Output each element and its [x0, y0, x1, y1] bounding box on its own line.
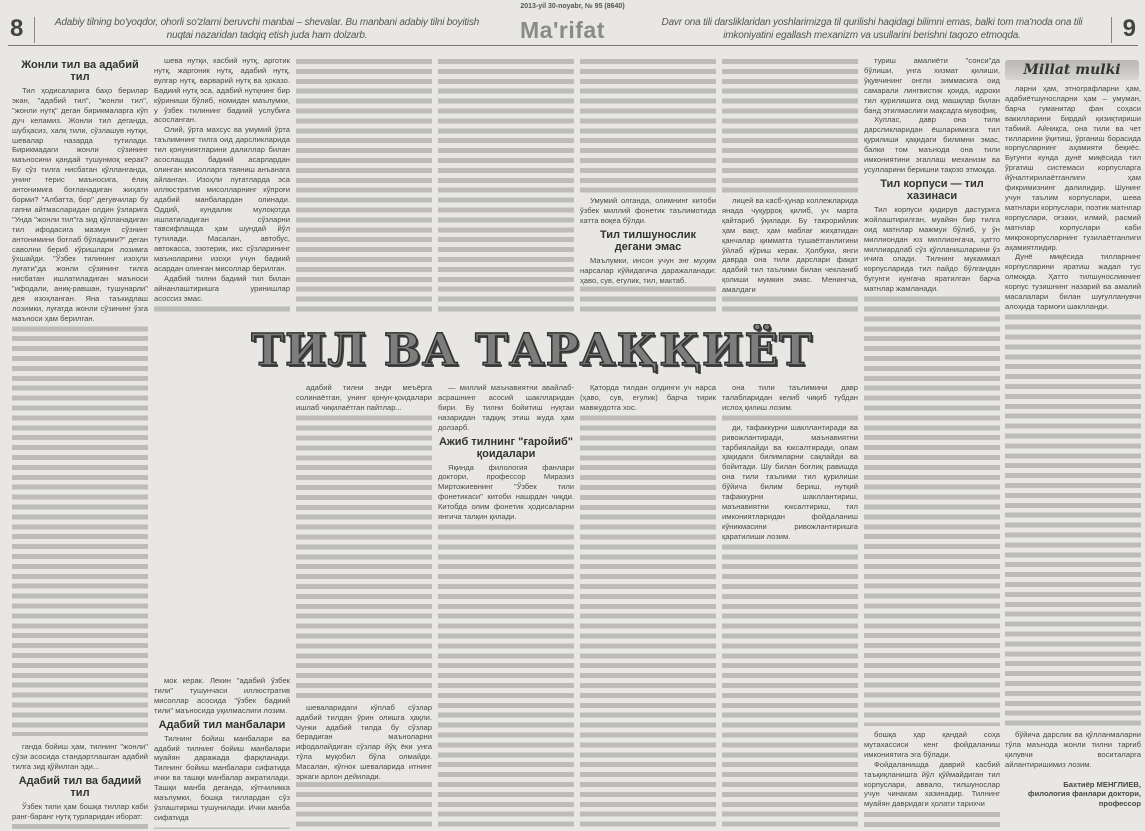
column-5: [580, 56, 716, 316]
paragraph: она тили таълимини давр талабларидан келиб чиқиб тубдан ислоҳ қилиш лозим.: [722, 383, 858, 412]
headline: Тил корпуси — тил хазинаси: [864, 175, 1000, 205]
paragraph: Қаторда тилдан олдинги уч нарса (ҳаво, сув, егулик) барча тирик мавжудотга хос.: [580, 383, 716, 412]
paragraph: шева нутқи, касбий нутқ, арготик нутқ, жаргоник нутқ, адабий нутқ, вулгар нутқ, варварий нутқ ва ҳоказо. Бадиий нутқ эса, адабий нутқнинг бир кўриниши бўлиб, номидан маълумки, у ўзбек тилининг бадиий услубига асосланган.: [154, 56, 290, 125]
right-tagline: Davr ona tili darsliklaridan yoshlarimizga til qurilishi haqidagi bilimni emas, balki tom ma'noda ona tili imkoniyatini egallash mexanizm va usullarini berishni taqozo etmoqda.: [661, 17, 1083, 41]
author-signature: [1005, 770, 1141, 809]
column-7: [864, 56, 1000, 726]
headline: Адабий тил манбалари: [154, 716, 290, 734]
left-tagline: Adabiy tilning bo'yoqdor, ohorli so'zlarni beruvchi manbai – shevalar. Bu manbani adabiy tilni boyitish nuqtai nazaridan tadqiq etish juda ham dolzarb.: [54, 17, 480, 41]
newspaper-logo: Ma'rifat: [520, 17, 605, 43]
paragraph: Дунё миқёсида тилларнинг корпусларини яратиш жадал тус олмоқда. Ҳатто тилшуносликнинг корпус тузишнинг назарий ва амалий масалалари билан шуғулланувчи алоҳида тармоғи шаклланди.: [1005, 252, 1141, 311]
paragraph: лицей ва касб-ҳунар коллежларида янада чуқурроқ қилиб, уч марта қайтариб ўқилади. Бу такрорийлик ҳам вақт, ҳам маблағ жиҳатидан қанчалар қимматга тушаётганлигини ўйлаб кўриш керак. Ҳолбуки, янги даврда она тили дарслари фақат адабий тил таълими билан чекланиб қолиши мумкин эмас. Менингча, амалдаги: [722, 196, 858, 295]
column-5-bottom: [580, 383, 716, 827]
divider: [1111, 17, 1112, 43]
headline: Ажиб тилнинг "ғаройиб" қоидалари: [438, 433, 574, 463]
paragraph: Маълумки, инсон учун энг муҳим нарсалар кўйидагича даражаланади: ҳаво, сув, егулик, тил, мактаб.: [580, 255, 716, 285]
column-3: [296, 56, 432, 316]
column-4: [438, 56, 574, 316]
column-4-bottom: [438, 383, 574, 827]
paragraph: ди, тафаккурни шакллантиради ва ривожлантиради, маънавиятни тарбиялайди ва юксалтиради, олам ҳақидаги билимларни сақлайди ва бойитади. Шу билан боғлиқ равишда она тили таълими тил қурилиши бўйича билим бериш, нутқий тафаккурни шакллантириш, маънавиятни юксалтириш, тил имкониятларидан фойдаланиш кўникмасини ривожлантиришга қаратилиши лозим.: [722, 422, 858, 541]
paragraph: адабий тилни энди меъёрга солинаётган, унинг қонун-қоидалари ишлаб чиқилаётган пайтлар...: [296, 383, 432, 412]
rubric-banner: Millat mulki: [1005, 60, 1139, 80]
paragraph: Ўзбек тили ҳам бошқа тиллар каби ранг-баранг нутқ турларидан иборат:: [12, 801, 148, 821]
paragraph: Хуллас, давр она тили дарсликларидан ёшларимизга тил қурилиши ҳақидаги билимни эмас, балки том маънода она тили имкониятини эгаллаш механизм ва усулларини беришни тақозо этмоқда.: [864, 115, 1000, 174]
paragraph: бўйича дарслик ва қўлланмаларни тўла маънода жонли тилни тарғиб қилувчи воситаларга айлантиришимиз лозим.: [1005, 730, 1141, 769]
headline: Тил тилшунослик дегани эмас: [580, 226, 716, 256]
headline: Жонли тил ва адабий тил: [12, 56, 148, 86]
paragraph: шеваларидаги кўплаб сўзлар адабий тилдан ўрин олишга ҳақли. Чунки адабий тилда бу сўзлар берадиган маъноларни ифодалайдиган сўзлар йўқ ёки унга тўла муқобил бўла олмайди. Масалан, кўгнок шеваларида итнинг эркаги арлон дейилади.: [296, 702, 432, 782]
page-header: [8, 15, 1138, 46]
right-page-number: 9: [1122, 15, 1136, 42]
column-6-bottom: [722, 383, 858, 827]
column-3-bottom: [296, 383, 432, 827]
paragraph: Адабий тилни бадиий тил билан айнанлаштиришга уринишлар асоссиз эмас.: [154, 273, 290, 303]
paragraph: Тил ҳодисаларига баҳо берилар экан, "адабий тил", "жонли тил", "жонли нутқ" деган бирикмаларга кўп дуч келамиз. Жонли тил деганда, шубҳасиз, халқ тили, сўзлашув нутқи, шевалар назарда тутилади. Бирикмадаги жонли сўзининг маъносини қандай тушунмоқ керак? Бу сўз тилга нисбатан қўлланганда, унинг терис маъносига, ёлиқ антонимига боғланадиган жиҳати борми? "Албатта, бор" дегувчилар бу гапни айтмасларидан олдин ўзларига "Унда "жонли тил"га зид қўлланадиган тил ифодасига мазмун сўзнинг антонимини боғлаб бўладими?" деган саволни бериб кўришлари лозимга ўхшайди. "Ўзбек тилининг изоҳли луғати"да жонли сўзининг тилга нисбатан ишлатиладиган маъноси "ифодали, аниқ-равшан, тушунарли" дея изоҳланган. Яна таъкидлаш лозимки, луғатда жонли сўзининг ўзга маъноси ҳам берилган.: [12, 86, 148, 323]
paragraph: бошқа ҳар қандай соҳа мутахассиси кенг фойдаланиш имкониятига эга бўлади.: [864, 730, 1000, 759]
author-name: Бахтиёр МЕНГЛИЕВ,: [1063, 779, 1141, 789]
issue-date: 2013-yil 30-noyabr, № 95 (8640): [520, 3, 625, 10]
paragraph: ганда бойиш ҳам, тилнинг "жонли" сўзи асосида стандартлашган адабий тилга зид қўйилган эди...: [12, 742, 148, 771]
column-6: [722, 56, 858, 316]
column-2: [154, 56, 290, 316]
paragraph: Умумий олганда, олимнинг китоби ўзбек миллий фонетик таълимотида катта воқеа бўлди.: [580, 196, 716, 225]
paragraph: Яқинда филология фанлари доктори, профессор Миразиз Миртожиевнинг "Ўзбек тили фонетикаси" китоби нашрдан чиқди. Китобда олим фонетик ҳодисаларни янгича талқин қилади.: [438, 462, 574, 522]
column-8: [1005, 84, 1141, 726]
column-2-bottom: [154, 676, 290, 829]
paragraph: Тил корпуси қидирув дастурига жойлаштирилган, муайян бир тилга оид матнлар мажмуи бўлиб, у ўн миллиондан юз миллионгача, ҳатто миллиардлаб сўз қўлланишларини ўз ичига олади. Тилнинг мукаммал корпусларида тил пайдо бўлгандан бугунги кунгача яратилган барча матнлар жамланади.: [864, 204, 1000, 294]
paragraph: мок керак. Лекин "адабий ўзбек тили" тушунчаси иллюстратив мисоллар асосида "ўзбек бадиий тили" маъносида уқилмаслиги лозим.: [154, 676, 290, 715]
paragraph: Фойдаланишда даврий касбий таъқиқланишга йўл қўймайдиган тил корпуслари, аввало, тилшунослар учун чинакам хазинадир. Тилнинг муайян давридаги ҳолати тарихчи: [864, 759, 1000, 809]
column-1: [12, 56, 148, 736]
column-8-bottom: [1005, 730, 1141, 828]
paragraph: Олий, ўрта махсус ва умумий ўрта таълимнинг тилга оид дарсликларида тил қонуниятларини далиллар билан асослашда бадиий асарлардан олинган мисолларга таяниш анъанага айланган. Изоҳли луғатларда эса иллюстратив мисолларнинг кўпроғи адабий манбалардан олинади. Оддий, кундалик мулоқотда ишлатиладиган сўзларни тавсифлашда ҳам шундай йўл тутилади. Масалан, автобус, автокасса, эзотерик, икс сўзларининг маъноларини изоҳи учун бадиий асардан олинган мисоллар берилган.: [154, 125, 290, 274]
author-title: филология фанлари доктори,: [1027, 789, 1141, 799]
paragraph: ларни ҳам, этнографларни ҳам, адабиётшуносларни ҳам – умуман, барча гуманитар фан соҳаси вакилларини бирдай қизиқтириши табиий. Айниқса, она тили ва чет тилларини ўқитиш, ўрганиш борасида корпусларнинг аҳамияти беқиёс. Бугунги кунда дунё миқёсида тил ўргатиш системаси корпусларга йўналтирилаётганлиги ҳам фикримизнинг далилидир. Шунинг учун таълим корпуслари, шева матнлари корпуслари, поэтик матнлар корпуслари, оғзаки, илмий, расмий матнлар корпуслари каби микрокорпусларнинг тузилаётганлиги аҳамиятлидир.: [1005, 84, 1141, 252]
divider: [34, 17, 35, 43]
paragraph: — миллий маънавиятни авайлаб-асрашнинг асосий шаклларидан бири. Бу тилни бойитиш нуқтаи назаридан тадқиқ этиш жуда ҳам долзарб.: [438, 383, 574, 432]
paragraph: туриш амалиёти "сонси"да бўлиши, унга хизмат қилиши, ўқувчининг онгли зиммасига оид самарали лингвистик қоида, идроки тил қурилишига оид машқлар билан банд этилмаслиги мақсадга мувофиқ.: [864, 56, 1000, 115]
paragraph: Тилнинг бойиш манбалари ва адабий тилнинг бойиш манбалари муайян даражада фарқланади. Тилнинг бойиш манбалари сифатида ички ва ташқи манбалар ажратилади. Ташқи манба деганда, кўпчиликка маълумки, бошқа тиллардан сўз ўзлаштириш тушунилади. Ички манба сифатида: [154, 733, 290, 822]
main-title: ТИЛ ВА ТАРАҚҚИЁТ: [251, 325, 813, 376]
column-1-bottom: [12, 742, 148, 829]
column-7-bottom: [864, 730, 1000, 828]
author-rank: профессор: [1098, 798, 1141, 808]
headline: Адабий тил ва бадиий тил: [12, 772, 148, 802]
left-page-number: 8: [10, 15, 24, 42]
